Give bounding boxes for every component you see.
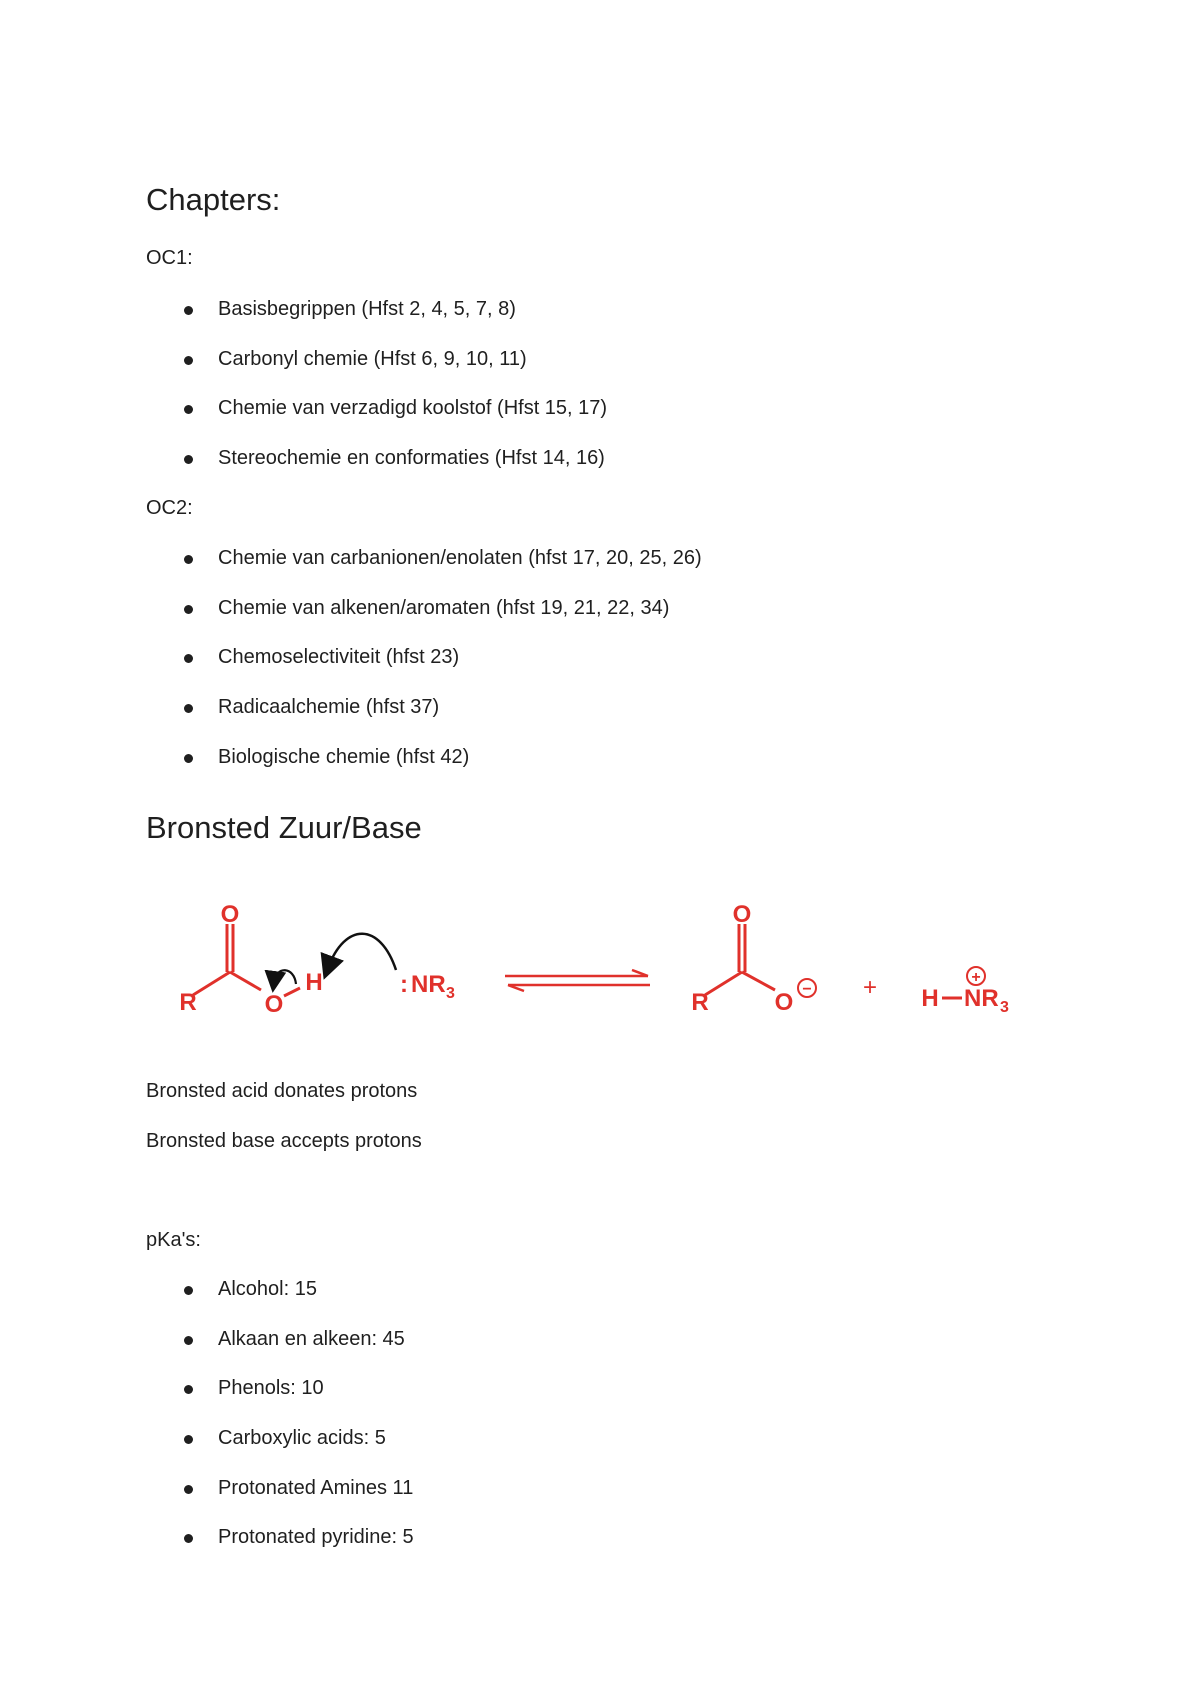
pka-list xyxy=(0,1277,414,1575)
acid-base-reaction-scheme xyxy=(170,892,1050,1032)
carboxylate-r-group: R xyxy=(691,989,709,1016)
list-item: Phenols: 10 xyxy=(0,1376,414,1426)
oc2-label: OC2: xyxy=(146,497,193,519)
acidic-hydrogen: H xyxy=(305,969,323,996)
list-item: Carboxylic acids: 5 xyxy=(0,1426,414,1476)
hydroxyl-oxygen: O xyxy=(264,991,284,1018)
list-item: Alcohol: 15 xyxy=(0,1277,414,1327)
ammonium-nr: NR xyxy=(964,985,999,1012)
amine-base xyxy=(400,971,455,1002)
lone-pair: : xyxy=(400,971,408,998)
curved-arrow-lone-pair xyxy=(328,934,396,970)
ammonium-hydrogen: H xyxy=(921,985,939,1012)
negative-charge: − xyxy=(802,981,812,998)
pka-label: pKa's: xyxy=(146,1229,201,1251)
plus-sign: + xyxy=(862,974,878,1001)
bond-o-h xyxy=(284,988,300,996)
list-item: Chemie van carbanionen/enolaten (hfst 17, 20, 25, 26) xyxy=(0,546,702,596)
list-item: Chemoselectiviteit (hfst 23) xyxy=(0,645,702,695)
list-item: Biologische chemie (hfst 42) xyxy=(0,745,702,795)
bronsted-heading: Bronsted Zuur/Base xyxy=(146,810,422,845)
base-definition: Bronsted base accepts protons xyxy=(146,1130,422,1152)
bond-c-o xyxy=(230,972,261,990)
list-item: Stereochemie en conformaties (Hfst 14, 16) xyxy=(0,446,607,496)
list-item: Protonated pyridine: 5 xyxy=(0,1525,414,1575)
list-item: Chemie van verzadigd koolstof (Hfst 15, 17) xyxy=(0,396,607,446)
list-item: Basisbegrippen (Hfst 2, 4, 5, 7, 8) xyxy=(0,297,607,347)
list-item: Radicaalchemie (hfst 37) xyxy=(0,695,702,745)
equilibrium-arrow xyxy=(505,970,650,991)
oc1-label: OC1: xyxy=(146,247,193,269)
acid-definition: Bronsted acid donates protons xyxy=(146,1080,418,1102)
base-nr: NR xyxy=(411,971,446,998)
bond-r-c xyxy=(193,972,230,995)
carboxylate-carbonyl-oxygen: O xyxy=(732,901,752,928)
curved-arrow-bond xyxy=(274,970,296,984)
oc2-list xyxy=(0,546,702,794)
carboxylate-oxygen: O xyxy=(774,989,794,1016)
positive-charge: + xyxy=(971,969,981,986)
list-item: Carbonyl chemie (Hfst 6, 9, 10, 11) xyxy=(0,347,607,397)
list-item: Alkaan en alkeen: 45 xyxy=(0,1327,414,1377)
carboxylic-acid xyxy=(179,901,322,1018)
list-item: Chemie van alkenen/aromaten (hfst 19, 21, 22, 34) xyxy=(0,596,702,646)
base-subscript: 3 xyxy=(446,985,455,1002)
list-item: Protonated Amines 11 xyxy=(0,1476,414,1526)
carboxylate xyxy=(691,901,816,1016)
ammonium xyxy=(921,967,1009,1016)
carbonyl-oxygen: O xyxy=(220,901,240,928)
chapters-heading: Chapters: xyxy=(146,182,281,217)
r-group: R xyxy=(179,989,197,1016)
oc1-list xyxy=(0,297,607,496)
ammonium-subscript: 3 xyxy=(1000,999,1009,1016)
